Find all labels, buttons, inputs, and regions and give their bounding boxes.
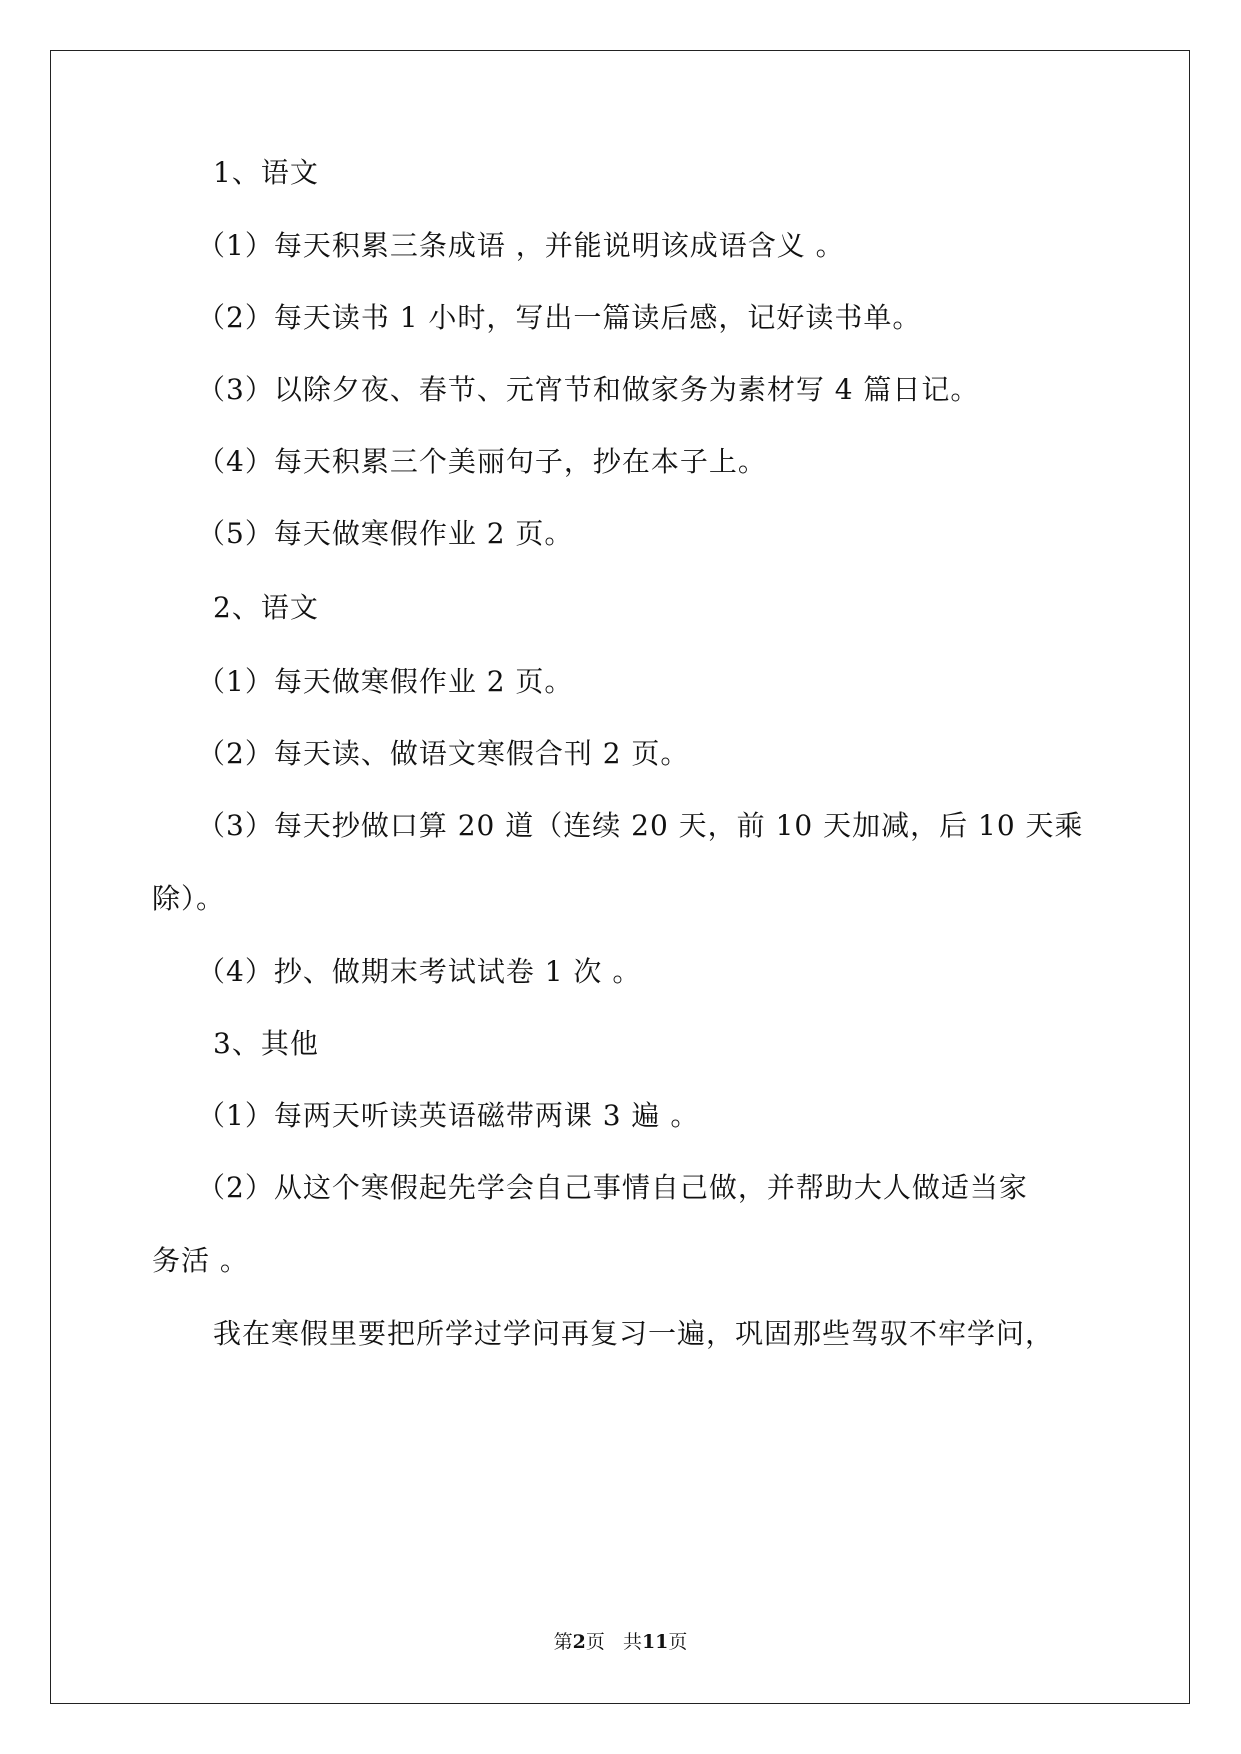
footer-page-number: 2: [572, 1631, 586, 1653]
page-border: [50, 50, 1190, 1704]
list-item: （3）每天抄做口算 20 道（连续 20 天，前 10 天加减，后 10 天乘: [197, 809, 1084, 842]
section-heading-3: 3、其他: [213, 1027, 319, 1060]
list-item-continuation: 务活 。: [152, 1244, 249, 1277]
closing-paragraph: 我在寒假里要把所学过学问再复习一遍，巩固那些驾驭不牢学问，: [213, 1317, 1055, 1350]
footer-mid: 页 共: [585, 1631, 642, 1653]
footer-page-total: 11: [641, 1631, 669, 1653]
list-item: （1）每天积累三条成语 ，并能说明该成语含义 。: [197, 229, 845, 262]
list-item: （3）以除夕夜、春节、元宵节和做家务为素材写 4 篇日记。: [197, 373, 980, 406]
list-item: （1）每天做寒假作业 2 页。: [197, 665, 574, 698]
list-item: （1）每两天听读英语磁带两课 3 遍 。: [197, 1099, 700, 1132]
footer-prefix: 第: [553, 1631, 573, 1653]
page-footer: [0, 1630, 1241, 1654]
footer-suffix: 页: [668, 1631, 688, 1653]
list-item: （5）每天做寒假作业 2 页。: [197, 517, 574, 550]
list-item-continuation: 除）。: [152, 882, 226, 915]
section-heading-2: 2、语文: [213, 591, 319, 624]
list-item: （4）每天积累三个美丽句子，抄在本子上。: [197, 445, 767, 478]
list-item: （2）每天读、做语文寒假合刊 2 页。: [197, 737, 690, 770]
list-item: （2）从这个寒假起先学会自己事情自己做，并帮助大人做适当家: [197, 1171, 1028, 1204]
section-heading-1: 1、语文: [213, 156, 319, 189]
list-item: （2）每天读书 1 小时，写出一篇读后感，记好读书单。: [197, 301, 922, 334]
list-item: （4）抄、做期末考试试卷 1 次 。: [197, 955, 642, 988]
